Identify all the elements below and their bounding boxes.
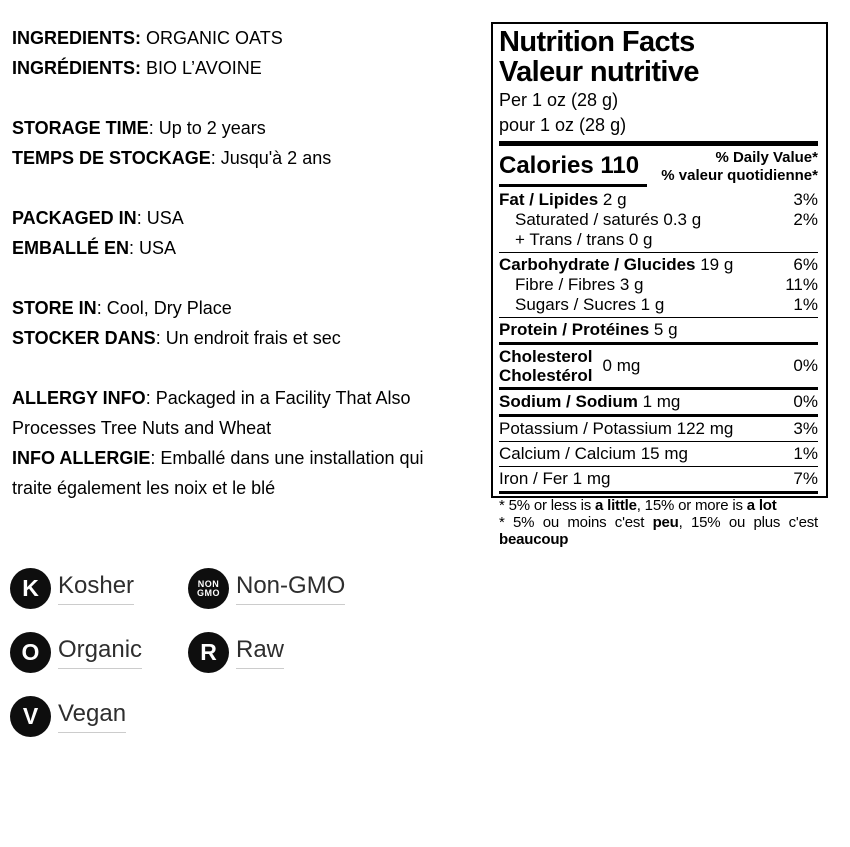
nutrient-name-text: Saturated / saturés 0.3 g <box>515 210 702 229</box>
info-label: INFO ALLERGIE <box>12 448 151 468</box>
product-info-panel <box>12 23 458 503</box>
info-block <box>12 23 458 83</box>
separator-rule <box>499 342 818 345</box>
nutrient-name-text: Sodium / Sodium <box>499 392 638 411</box>
info-block <box>12 293 458 353</box>
daily-value-header-en: % Daily Value* <box>715 149 818 166</box>
info-value: : Up to 2 years <box>148 118 266 138</box>
info-value: : USA <box>136 208 184 228</box>
nutrient-amount: 5 g <box>649 320 678 339</box>
info-label: ALLERGY INFO <box>12 388 146 408</box>
info-entry <box>12 23 458 53</box>
nutrient-name <box>499 392 680 412</box>
nutrient-row <box>499 295 818 315</box>
nutrient-name-text: Calcium / Calcium 15 mg <box>499 444 688 463</box>
separator-rule <box>499 441 818 442</box>
info-value: BIO L’AVOINE <box>141 58 262 78</box>
badge-label[interactable]: Vegan <box>58 700 126 733</box>
vegan-icon <box>10 696 51 737</box>
nutrient-name <box>499 419 733 439</box>
nutrient-row <box>499 210 818 230</box>
nutrient-name-text: Potassium / Potassium 122 mg <box>499 419 734 438</box>
nutrient-daily-value: 3% <box>793 190 818 209</box>
nutrition-title-fr: Valeur nutritive <box>499 56 699 88</box>
nutrient-amount: 2 g <box>598 190 627 209</box>
badge-label[interactable]: Non-GMO <box>236 572 345 605</box>
serving-size-en: Per 1 oz (28 g) <box>499 90 619 110</box>
nutrient-name <box>499 210 701 230</box>
nutrient-name <box>499 295 664 315</box>
nutrient-name-text: Fibre / Fibres 3 g <box>515 275 644 294</box>
icon-letter: NON <box>197 578 220 589</box>
info-entry <box>12 443 458 503</box>
nutrient-daily-value: 11% <box>785 275 818 294</box>
nutrient-row <box>499 275 818 295</box>
info-entry <box>12 203 458 233</box>
badge-raw[interactable] <box>188 632 345 673</box>
icon-letter: V <box>22 703 39 729</box>
footnote-bold: beaucoup <box>499 531 569 548</box>
nutrient-name-text: Fat / Lipides <box>499 190 599 209</box>
info-label: PACKAGED IN <box>12 208 137 228</box>
info-value: : Cool, Dry Place <box>96 298 232 318</box>
nutrient-row <box>499 444 818 464</box>
nutrient-name-text: Protein / Protéines <box>499 320 650 339</box>
nutrient-name <box>499 190 627 210</box>
info-label: EMBALLÉ EN <box>12 238 129 258</box>
footnote-bold: a lot <box>746 497 777 514</box>
nutrient-daily-value: 6% <box>793 255 818 274</box>
nutrient-name <box>499 347 593 385</box>
separator-rule <box>499 317 818 318</box>
raw-icon <box>188 632 229 673</box>
info-value: : Un endroit frais et sec <box>155 328 341 348</box>
non-gmo-icon <box>188 568 229 609</box>
footnote-text: * 5% or less is <box>499 497 595 514</box>
footnote-bold: a little <box>595 497 637 514</box>
nutrient-amount: 1 mg <box>637 392 681 411</box>
footnote-text: , 15% or more is <box>636 497 747 514</box>
footnote-fr <box>499 514 818 548</box>
icon-letter: R <box>200 639 217 665</box>
info-label: STORAGE TIME <box>12 118 149 138</box>
daily-value-header <box>661 149 818 187</box>
certification-badges <box>10 568 345 737</box>
nutrient-row <box>499 392 818 412</box>
nutrient-daily-value: 1% <box>793 444 818 463</box>
info-value: : USA <box>129 238 177 258</box>
nutrient-name-text: + Trans / trans 0 g <box>515 230 653 249</box>
serving-size-fr: pour 1 oz (28 g) <box>499 115 627 135</box>
nutrition-facts-panel <box>491 22 828 548</box>
nutrient-name-text: Carbohydrate / Glucides <box>499 255 696 274</box>
nutrient-amount: 0 mg <box>602 356 641 375</box>
nutrition-title-en: Nutrition Facts <box>499 26 695 58</box>
nutrient-row-cholesterol <box>499 347 818 385</box>
info-entry <box>12 143 458 173</box>
organic-icon <box>10 632 51 673</box>
nutrient-name-line: Cholestérol <box>499 366 593 385</box>
info-label: INGRÉDIENTS: <box>12 58 142 78</box>
info-entry <box>12 323 458 353</box>
nutrient-row <box>499 469 818 489</box>
info-label: INGREDIENTS: <box>12 28 142 48</box>
footnote-en <box>499 497 818 514</box>
daily-value-header-fr: % valeur quotidienne* <box>661 167 818 184</box>
nutrient-amount: 19 g <box>695 255 734 274</box>
nutrient-name <box>499 230 653 250</box>
nutrient-name <box>499 275 644 295</box>
nutrient-name <box>499 320 678 340</box>
nutrient-name-line: Cholesterol <box>499 347 593 366</box>
separator-rule <box>499 252 818 253</box>
info-label: STOCKER DANS <box>12 328 156 348</box>
nutrient-daily-value: 2% <box>793 210 818 229</box>
nutrient-daily-value: 0% <box>793 356 818 375</box>
icon-letter: GMO <box>197 587 220 598</box>
nutrient-row <box>499 255 818 275</box>
info-value: : Packaged in a Facility That Also Processes Tree Nuts and Wheat <box>12 388 411 438</box>
nutrient-row <box>499 419 818 439</box>
nutrient-name-text: Sugars / Sucres 1 g <box>515 295 665 314</box>
nutrient-row <box>499 230 818 250</box>
info-block <box>12 203 458 263</box>
info-entry <box>12 383 458 443</box>
nutrient-name <box>499 444 688 464</box>
badge-label[interactable]: Kosher <box>58 572 134 605</box>
info-value: : Jusqu'à 2 ans <box>210 148 332 168</box>
footnote-text: * 5% ou moins c'est <box>499 514 653 531</box>
info-label: TEMPS DE STOCKAGE <box>12 148 211 168</box>
badge-non-gmo[interactable] <box>188 568 345 609</box>
nutrient-daily-value: 3% <box>793 419 818 438</box>
info-block <box>12 113 458 173</box>
info-value: : Emballé dans une installation qui traite également les noix et le blé <box>12 448 424 498</box>
nutrient-name-text: Iron / Fer 1 mg <box>499 469 611 488</box>
badge-label[interactable]: Raw <box>236 636 284 669</box>
icon-letter: K <box>22 575 39 601</box>
badge-label[interactable]: Organic <box>58 636 142 669</box>
calories-row <box>499 149 818 187</box>
footnote-text: , 15% ou plus c'est <box>678 514 818 531</box>
nutrient-name <box>499 255 733 275</box>
info-entry <box>12 53 458 83</box>
separator-rule <box>499 387 818 390</box>
calories-value: Calories 110 <box>499 152 647 187</box>
badge-vegan[interactable] <box>10 696 188 737</box>
separator-rule <box>499 466 818 467</box>
separator-rule <box>499 491 818 494</box>
info-block <box>12 383 458 503</box>
nutrient-daily-value: 0% <box>793 392 818 411</box>
nutrient-row <box>499 190 818 210</box>
badge-kosher[interactable] <box>10 568 188 609</box>
info-value: ORGANIC OATS <box>141 28 283 48</box>
kosher-icon <box>10 568 51 609</box>
nutrient-row <box>499 320 818 340</box>
nutrient-daily-value: 7% <box>793 469 818 488</box>
footnote <box>499 497 818 548</box>
info-entry <box>12 233 458 263</box>
heavy-rule <box>499 141 818 146</box>
footnote-bold: peu <box>652 514 679 531</box>
nutrient-name <box>499 469 610 489</box>
nutrient-rows <box>499 190 818 494</box>
separator-rule <box>499 414 818 417</box>
info-entry <box>12 293 458 323</box>
info-label: STORE IN <box>12 298 97 318</box>
badge-organic[interactable] <box>10 632 188 673</box>
nutrient-daily-value: 1% <box>793 295 818 314</box>
info-entry <box>12 113 458 143</box>
icon-letter: O <box>21 639 40 665</box>
